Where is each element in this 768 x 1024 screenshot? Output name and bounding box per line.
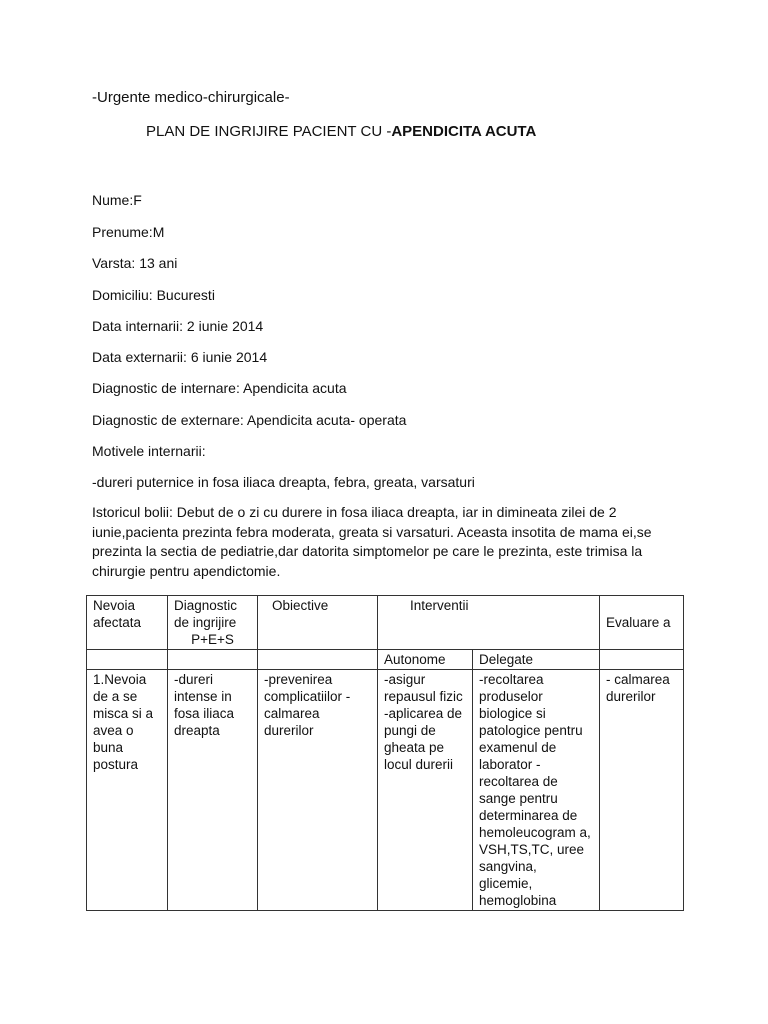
plan-title — [146, 123, 536, 141]
header-diagnostic-label: Diagnostic de ingrijire — [174, 598, 238, 630]
cell-autonome: -asigur repausul fizic -aplicarea de pungi de gheata pe locul durerii — [378, 670, 473, 911]
table-row — [87, 670, 684, 911]
patient-data-externarii: Data externarii: 6 iunie 2014 — [92, 349, 268, 365]
diagnostic-internare: Diagnostic de internare: Apendicita acuta — [92, 380, 347, 396]
header-interventii: Interventii — [378, 596, 600, 650]
header-diagnostic-pes: P+E+S — [191, 632, 234, 647]
header-delegate: Delegate — [473, 650, 600, 670]
header-nevoia: Nevoia afectata — [87, 596, 168, 650]
motive-label: Motivele internarii: — [92, 443, 206, 459]
subheader-empty-2 — [168, 650, 258, 670]
patient-domiciliu: Domiciliu: Bucuresti — [92, 287, 215, 303]
motive-text: -dureri puternice in fosa iliaca dreapta, febra, greata, varsaturi — [92, 474, 475, 490]
course-title: -Urgente medico-chirurgicale- — [92, 89, 290, 106]
subheader-empty-3 — [258, 650, 378, 670]
cell-diagnostic: -dureri intense in fosa iliaca dreapta — [168, 670, 258, 911]
header-obiective: Obiective — [258, 596, 378, 650]
table-header-row — [87, 596, 684, 650]
plan-title-prefix: PLAN DE INGRIJIRE PACIENT CU - — [146, 123, 392, 140]
table-subheader-row — [87, 650, 684, 670]
istoric-bolii: Istoricul bolii: Debut de o zi cu durere in fosa iliaca dreapta, iar in dimineata zilei de 2 iunie,pacienta prezinta febra moderata, greata si varsaturi. Aceasta insotita de mama ei,se prezinta la sectia de pediatrie,dar datorita simptomelor pe care le prezinta, este trimisa la chirurgie pentru apendictomie. — [92, 504, 652, 580]
patient-varsta: Varsta: 13 ani — [92, 255, 178, 271]
diagnostic-externare: Diagnostic de externare: Apendicita acuta- operata — [92, 412, 407, 428]
cell-evaluare: - calmarea durerilor — [600, 670, 684, 911]
patient-data-internarii: Data internarii: 2 iunie 2014 — [92, 318, 264, 334]
header-diagnostic — [168, 596, 258, 650]
subheader-empty-1 — [87, 650, 168, 670]
care-plan-table — [86, 595, 684, 911]
cell-obiective: -prevenirea complicatiilor -calmarea durerilor — [258, 670, 378, 911]
header-evaluare: Evaluare a — [600, 596, 684, 650]
patient-prenume: Prenume:M — [92, 224, 165, 240]
cell-nevoia: 1.Nevoia de a se misca si a avea o buna postura — [87, 670, 168, 911]
cell-delegate: -recoltarea produselor biologice si patologice pentru examenul de laborator -recoltarea de sange pentru determinarea de hemoleucogram a, VSH,TS,TC, uree sangvina, glicemie, hemoglobina — [473, 670, 600, 911]
patient-nume: Nume:F — [92, 192, 142, 208]
subheader-empty-6 — [600, 650, 684, 670]
plan-title-bold: APENDICITA ACUTA — [391, 123, 537, 140]
header-autonome: Autonome — [378, 650, 473, 670]
